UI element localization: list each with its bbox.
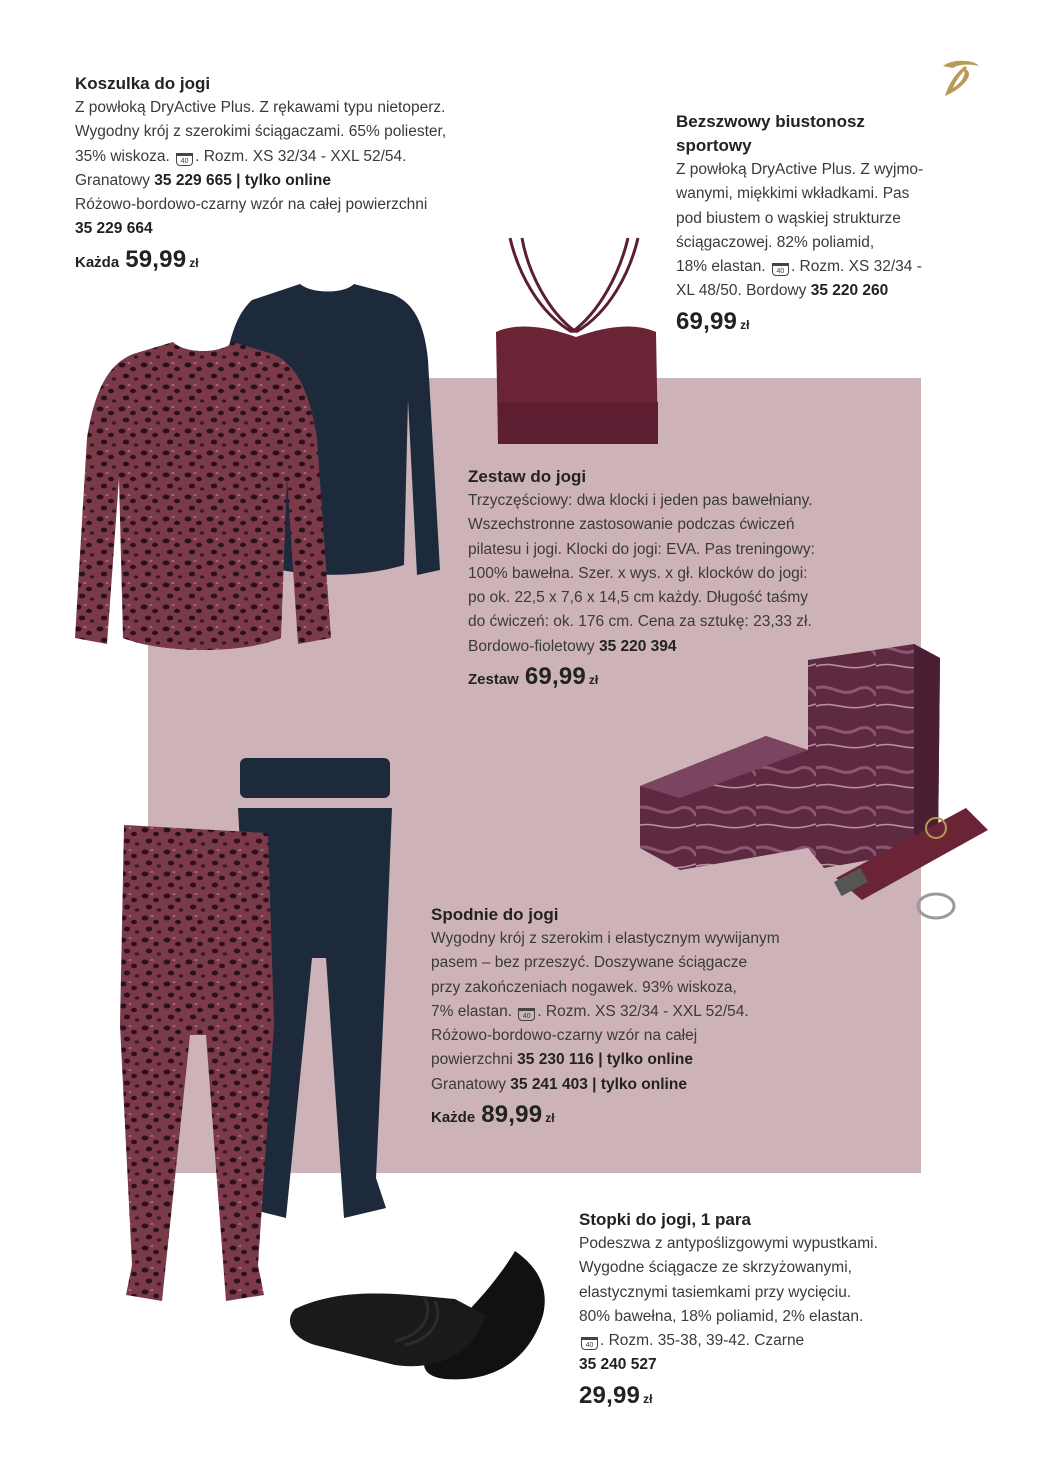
wash-40-icon: 40 — [176, 153, 193, 166]
separator: | — [592, 1075, 597, 1093]
spodnie-line3: przy zakończeniach nogawek. 93% wiskoza, — [431, 978, 737, 996]
zestaw-title: Zestaw do jogi — [468, 467, 587, 486]
spodnie-line2: pasem – bez przeszyć. Doszywane ściągacze — [431, 954, 748, 972]
online-only-label: tylko online — [606, 1051, 693, 1069]
spodnie-line5: Różowo-bordowo-czarny wzór na całej — [431, 1027, 698, 1045]
koszulka-line3-a: 35% wiskoza. — [75, 147, 170, 165]
currency: zł — [189, 255, 199, 270]
price-value: 29,99 — [579, 1381, 641, 1409]
zestaw-line6: do ćwiczeń: ok. 176 cm. Cena za sztukę: 23,33 zł. — [468, 613, 812, 631]
yoga-blocks-image — [636, 638, 996, 938]
koszulka-color1-sku: 35 229 665 — [154, 171, 232, 189]
separator: | — [598, 1051, 603, 1069]
spodnie-sku-1: 35 230 116 — [517, 1051, 594, 1069]
biustonosz-line4: ściągaczowej. 82% poliamid, — [676, 233, 875, 251]
stopki-line3: elastycznymi tasiemkami przy wycięciu. — [579, 1283, 852, 1301]
stopki-text-block — [579, 1208, 979, 1411]
spodnie-line1: Wygodny krój z szerokim i elastycznym wywijanym — [431, 930, 780, 947]
wash-40-icon: 40 — [518, 1008, 535, 1021]
stopki-line2: Wygodne ściągacze ze skrzyżowanymi, — [579, 1259, 852, 1277]
price-value: 69,99 — [524, 663, 586, 691]
price-value: 69,99 — [676, 307, 738, 335]
biustonosz-text-block — [676, 110, 996, 337]
currency: zł — [740, 317, 750, 332]
price-label: Każda — [75, 253, 120, 271]
spodnie-price — [431, 1103, 851, 1130]
biustonosz-color: XL 48/50. Bordowy — [676, 282, 807, 300]
tchibo-logo-icon — [935, 56, 985, 107]
koszulka-title: Koszulka do jogi — [75, 74, 211, 93]
stopki-line5-text: . Rozm. 35-38, 39-42. Czarne — [600, 1332, 805, 1350]
spodnie-line6-label: powierzchni — [431, 1051, 513, 1069]
biustonosz-sku: 35 220 260 — [810, 282, 889, 300]
price-value: 89,99 — [481, 1101, 543, 1129]
zestaw-color-label: Bordowo-fioletowy — [468, 637, 595, 655]
wash-40-icon: 40 — [581, 1337, 598, 1350]
koszulka-color2-sku: 35 229 664 — [75, 220, 153, 238]
online-only-label: tylko online — [244, 171, 331, 189]
biustonosz-line1: Z powłoką DryActive Plus. Z wyjmo- — [676, 161, 924, 178]
spodnie-line7 — [431, 1073, 851, 1097]
spodnie-line6 — [431, 1048, 851, 1072]
koszulka-color2-label: Różowo-bordowo-czarny wzór na całej powierzchni — [75, 196, 428, 214]
stopki-line4: 80% bawełna, 18% poliamid, 2% elastan. — [579, 1307, 864, 1325]
biustonosz-line2: wanymi, miękkimi wkładkami. Pas — [676, 185, 910, 203]
price-value: 59,99 — [125, 245, 187, 273]
zestaw-sku: 35 220 394 — [598, 637, 677, 655]
stopki-sku: 35 240 527 — [579, 1356, 657, 1374]
spodnie-sku-2: 35 241 403 — [510, 1075, 588, 1093]
biustonosz-title-2: sportowy — [676, 136, 752, 155]
biustonosz-price — [676, 307, 996, 337]
koszulka-price — [75, 245, 545, 275]
koszulka-line3-b: . Rozm. XS 32/34 - XXL 52/54. — [195, 147, 407, 165]
sports-bra-image — [488, 232, 663, 447]
biustonosz-line6 — [676, 279, 996, 303]
currency: zł — [588, 673, 599, 688]
spodnie-title: Spodnie do jogi — [431, 905, 559, 924]
spodnie-line4-b: . Rozm. XS 32/34 - XXL 52/54. — [537, 1002, 749, 1020]
currency: zł — [643, 1391, 653, 1406]
price-label: Każde — [431, 1109, 476, 1127]
stopki-price — [579, 1381, 979, 1411]
biustonosz-line5-b: . Rozm. XS 32/34 - — [790, 258, 922, 276]
currency: zł — [545, 1111, 555, 1126]
price-label: Zestaw — [468, 671, 519, 689]
koszulka-text-block — [75, 72, 545, 275]
biustonosz-line5 — [676, 255, 996, 279]
stopki-line1: Podeszwa z antypoślizgowymi wypustkami. — [579, 1235, 878, 1252]
zestaw-line2: Wszechstronne zastosowanie podczas ćwiczeń — [468, 516, 795, 534]
stopki-line5 — [579, 1329, 979, 1353]
separator: | — [236, 171, 241, 189]
biustonosz-title-1: Bezszwowy biustonosz — [676, 112, 865, 131]
spodnie-line4 — [431, 1000, 851, 1024]
yoga-socks-image — [285, 1245, 555, 1390]
koszulka-color1-label: Granatowy — [75, 171, 150, 189]
spodnie-line4-a: 7% elastan. — [431, 1002, 512, 1020]
stopki-title: Stopki do jogi, 1 para — [579, 1210, 751, 1229]
biustonosz-line5-a: 18% elastan. — [676, 258, 766, 276]
zestaw-line3: pilatesu i jogi. Klocki do jogi: EVA. Pas treningowy: — [468, 540, 815, 558]
online-only-label: tylko online — [600, 1075, 687, 1093]
zestaw-line1: Trzyczęściowy: dwa klocki i jeden pas bawełniany. — [468, 492, 813, 509]
wash-40-icon: 40 — [772, 263, 789, 276]
koszulka-line1: Z powłoką DryActive Plus. Z rękawami typu nietoperz. — [75, 99, 446, 116]
koszulka-color1 — [75, 169, 545, 193]
biustonosz-line3: pod biustem o wąskiej strukturze — [676, 209, 901, 227]
koszulka-line2: Wygodny krój z szerokimi ściągaczami. 65% poliester, — [75, 123, 447, 141]
koszulka-line3 — [75, 145, 545, 169]
spodnie-line7-label: Granatowy — [431, 1075, 506, 1093]
leopard-shirt-image — [73, 338, 333, 658]
zestaw-line5: po ok. 22,5 x 7,6 x 14,5 cm każdy. Długość taśmy — [468, 589, 809, 607]
zestaw-line4: 100% bawełna. Szer. x wys. x gł. klocków do jogi: — [468, 564, 808, 582]
leopard-pants-image — [118, 825, 278, 1325]
